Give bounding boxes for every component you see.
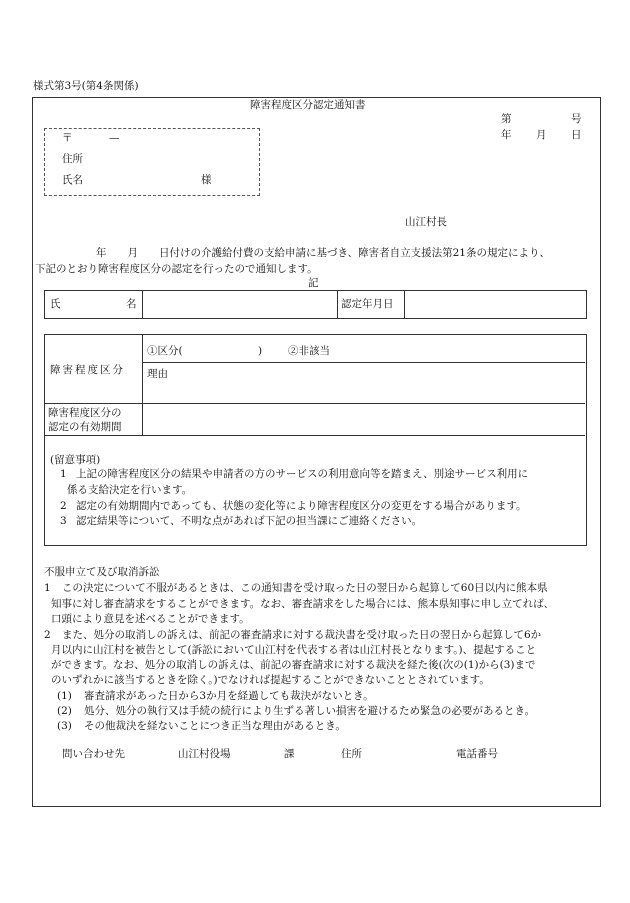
appeal-1-line-1: この決定について不服があるときは、この通知書を受け取った日の翌日から起算して60日以内に熊本県 [62,582,548,594]
category-option-separator [142,362,585,363]
contact-label: 問い合わせ先 [62,748,125,760]
date-month: 月 [536,129,547,141]
contact-phone: 電話番号 [456,748,498,760]
notes-item-3-number: 3 [60,515,67,527]
appeal-sub-3-number: (3) [57,720,72,732]
name-table-divider-1 [142,290,143,318]
appeal-2-line-1: また、処分の取消しの訴えは、前記の審査請求に対する裁決書を受け取った日の翌日から起算して6か [62,629,542,641]
notes-item-1-line-2: 係る支給決定を行います。 [67,484,193,496]
body-line-2: 下記のとおり障害程度区分の認定を行ったので通知します。 [35,263,318,275]
postal-dash: — [109,132,120,144]
notes-item-2-number: 2 [60,500,67,512]
category-table-divider [142,334,143,435]
notes-item-1-line-1: 上記の障害程度区分の結果や申請者の方のサービスの利用意向等を踏まえ、別途サービス利用に [76,468,529,480]
validity-row-separator [44,403,585,404]
form-number: 様式第3号(第4条関係) [33,80,139,92]
document-title: 障害程度区分認定通知書 [250,99,366,111]
date-day: 日 [571,129,582,141]
doc-number-go: 号 [571,113,582,125]
name-label: 氏名 [62,174,83,186]
category-option-1: ①区分( [147,345,183,357]
doc-number-dai: 第 [501,113,512,125]
address-label: 住所 [62,153,83,165]
name-field-label-2: 名 [126,298,137,310]
category-option-1-close: ) [258,345,263,357]
contact-office: 山江村役場 [178,748,231,760]
notes-item-1-number: 1 [60,468,67,480]
appeal-2-line-3: ができます。なお、処分の取消しの訴えは、前記の審査請求に対する裁決を経た後(次の(1)から(3)まで [51,659,536,671]
reason-label: 理由 [147,368,168,380]
appeal-2-line-4: のいずれかに該当するときを除く。)でなければ提起することができないこととされています。 [51,674,490,686]
cert-date-label: 認定年月日 [341,298,394,310]
notes-heading: (留意事項) [50,454,101,466]
ki-label: 記 [308,277,319,289]
appeal-sub-1: 審査請求があった日から3か月を経過しても裁決がないとき。 [84,690,374,702]
appeal-1-number: 1 [44,582,51,594]
name-table-divider-2 [337,290,338,318]
category-label: 障害程度区分 [50,364,125,376]
appeal-sub-2: 処分、処分の執行又は手続の続行により生ずる著しい損害を避けるため緊急の必要があるとき。 [84,705,536,717]
appeal-heading: 不服申立て及び取消訴訟 [44,566,160,578]
contact-section: 課 [284,748,295,760]
validity-label-line-2: 認定の有効期間 [48,421,122,433]
appeal-sub-1-number: (1) [57,690,72,702]
notes-item-2: 認定の有効期間内であっても、状態の変化等により障害程度区分の変更をする場合があります。 [76,500,527,512]
contact-address: 住所 [341,748,362,760]
name-field-label-1: 氏 [50,298,61,310]
appeal-sub-2-number: (2) [57,705,72,717]
date-year: 年 [501,129,512,141]
category-option-2: ②非該当 [288,345,330,357]
appeal-sub-3: その他裁決を経ないことにつき正当な理由があるとき。 [84,720,346,732]
appeal-2-line-2: 月以内に山江村を被告として(訴訟において山江村を代表する者は山江村長となります。)、提起すること [51,644,537,656]
notes-separator [44,435,585,436]
notes-item-3: 認定結果等について、不明な点があれば下記の担当課にご連絡ください。 [76,515,423,527]
validity-label-line-1: 障害程度区分の [48,407,122,419]
appeal-1-line-3: 口頭により意見を述べることができます。 [51,613,250,625]
body-line-1: 年 月 日付けの介護給付費の支給申請に基づき、障害者自立支援法第21条の規定により、 [96,247,550,259]
name-table-divider-3 [404,290,405,318]
issuer: 山江村長 [405,216,447,228]
postal-mark: 〒 [62,132,73,144]
appeal-2-number: 2 [44,629,51,641]
appeal-1-line-2: 知事に対し審査請求をすることができます。なお、審査請求をした場合には、熊本県知事に申し立てれば、 [51,598,555,610]
honorific: 様 [201,174,212,186]
